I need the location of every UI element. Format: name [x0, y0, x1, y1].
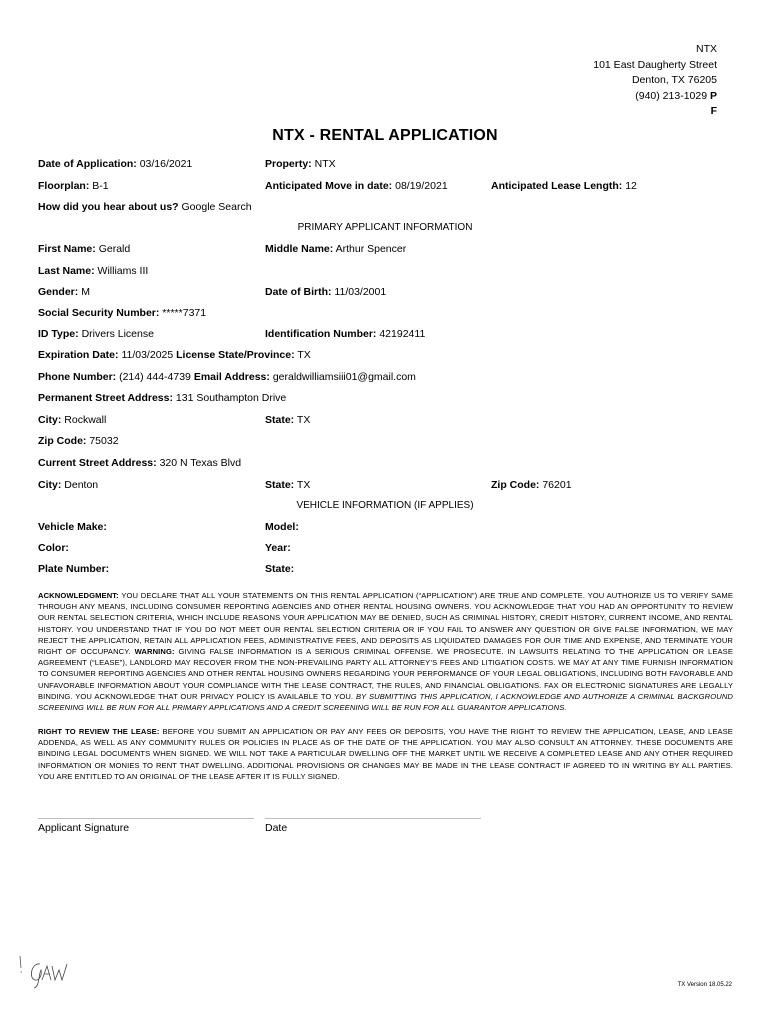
- current-city-label: City:: [38, 479, 62, 491]
- permanent-city-value: Rockwall: [64, 414, 107, 426]
- permanent-state: [265, 414, 310, 426]
- vehicle-plate: [38, 563, 109, 575]
- warning-heading: WARNING:: [134, 647, 175, 657]
- email-label: Email Address:: [193, 371, 270, 383]
- license-state-value: TX: [297, 349, 311, 361]
- date-of-birth: [265, 286, 386, 298]
- gender-label: Gender:: [38, 286, 79, 298]
- date-of-application-label: Date of Application:: [38, 158, 137, 170]
- date-of-birth-label: Date of Birth:: [265, 286, 332, 298]
- first-name: [38, 243, 130, 255]
- vehicle-state: [265, 563, 294, 575]
- page-title: NTX - RENTAL APPLICATION: [272, 127, 498, 144]
- floorplan-label: Floorplan:: [38, 180, 90, 192]
- company-phone: (940) 213-1029: [635, 89, 708, 102]
- floorplan-value: B-1: [92, 180, 109, 192]
- vehicle-model-label: Model:: [265, 521, 299, 533]
- phone-suffix: P: [709, 89, 717, 102]
- id-type-label: ID Type:: [38, 328, 79, 340]
- move-in-date: [265, 180, 448, 192]
- move-in-date-label: Anticipated Move in date:: [265, 180, 393, 192]
- lease-length: [491, 180, 637, 192]
- company-address-block: [593, 42, 717, 120]
- handwritten-initials: [18, 952, 78, 992]
- last-name: [38, 265, 148, 277]
- phone-and-email: [38, 371, 416, 383]
- warning-text: GIVING FALSE INFORMATION IS A SERIOUS CRIMINAL OFFENSE. WE PROSECUTE. IN LAWSUITS RELATING TO THE APPLICATION OR LEASE AGREEMENT (“LEASE”), LANDLORD MAY RECOVER FROM THE NON-PREVAILING PARTY ALL ATTORNEY’S FEES AND LITIGATION COSTS. WE MAY AT ANY TIME FURNISH INFORMATION TO CONSUMER REPORTING AGENCIES AND OTHER RENTAL HOUSING OWNERS REGARDING YOUR PERFORMANCE OF YOUR LEGAL OBLIGATIONS, INCLUDING BOTH FAVORABLE AND UNFAVORABLE INFORMATION ABOUT YOUR COMPLIANCE WITH THE LEASE CONTRACT, THE RULES, AND FINANCIAL OBLIGATIONS. FAX OR ELECTRONIC SIGNATURES ARE LEGALLY BINDING. YOU ACKNOWLEDGE THAT OUR PRIVACY POLICY IS AVAILABLE TO YOU.: [38, 647, 733, 701]
- right-to-review-text: BEFORE YOU SUBMIT AN APPLICATION OR PAY ANY FEES OR DEPOSITS, YOU HAVE THE RIGHT TO REVIEW THE APPLICATION, LEASE, AND LEASE ADDENDA, AS WELL AS ANY COMMUNITY RULES OR POLICIES IN PLACE AS OF THE DATE OF THE APPLICATION. YOU MAY ALSO CONSULT AN ATTORNEY. THESE DOCUMENTS ARE BINDING LEGAL DOCUMENTS WHEN SIGNED. WE WILL NOT TAKE A PARTICULAR DWELLING OFF THE MARKET UNTIL WE RECEIVE A COMPLETED LEASE AND ANY OTHER REQUIRED INFORMATION OR MONIES TO RENT THAT DWELLING. ADDITIONAL PROVISIONS OR CHANGES MAY BE MADE IN THE LEASE CONTRACT IF AGREED TO IN WRITING BY ALL PARTIES. YOU ARE ENTITLED TO AN ORIGINAL OF THE LEASE AFTER IT IS FULLY SIGNED.: [38, 727, 733, 781]
- date-of-application-value: 03/16/2021: [139, 158, 193, 170]
- permanent-state-label: State:: [265, 414, 295, 426]
- permanent-city: [38, 414, 106, 426]
- middle-name: [265, 243, 406, 255]
- right-to-review-paragraph: [38, 726, 733, 782]
- last-name-value: Williams III: [97, 265, 149, 277]
- vehicle-model: [265, 521, 299, 533]
- applicant-signature-line[interactable]: [38, 818, 254, 819]
- current-address: [38, 457, 241, 469]
- screening-authorization-text: BY SUBMITTING THIS APPLICATION, I ACKNOWLEDGE AND AUTHORIZE A CRIMINAL BACKGROUND SCREENING WILL BE RUN FOR ALL PRIMARY APPLICATIONS AND A CREDIT SCREENING WILL BE RUN FOR ALL GUARANTOR APPLICATIONS.: [38, 691, 733, 713]
- current-city-value: Denton: [64, 479, 99, 491]
- signature-date-label: Date: [265, 822, 288, 834]
- date-signature-line[interactable]: [265, 818, 481, 819]
- vehicle-state-label: State:: [265, 563, 295, 575]
- id-number: [265, 328, 425, 340]
- permanent-address-label: Permanent Street Address:: [38, 392, 173, 404]
- applicant-signature-label: Applicant Signature: [38, 822, 130, 834]
- referral-source: [38, 201, 252, 213]
- ssn-value: *****7371: [162, 307, 207, 319]
- move-in-date-value: 08/19/2021: [395, 180, 448, 192]
- property: [265, 158, 336, 170]
- acknowledgment-paragraph: [38, 590, 733, 713]
- permanent-state-value: TX: [296, 414, 311, 426]
- license-state-label: License State/Province:: [176, 349, 295, 361]
- id-number-value: 42192411: [379, 328, 426, 340]
- vehicle-color: [38, 542, 69, 554]
- gender: [38, 286, 90, 298]
- lease-length-value: 12: [625, 180, 637, 192]
- phone-label: Phone Number:: [38, 371, 117, 383]
- company-fax-line: [593, 104, 717, 120]
- ssn-label: Social Security Number:: [38, 307, 160, 319]
- fax-suffix: F: [710, 105, 717, 117]
- vehicle-make-label: Vehicle Make:: [38, 521, 107, 533]
- first-name-value: Gerald: [98, 243, 131, 255]
- date-of-application: [38, 158, 192, 170]
- current-zip-value: 76201: [542, 479, 572, 491]
- current-state: [265, 479, 310, 491]
- vehicle-plate-label: Plate Number:: [38, 563, 110, 575]
- property-value: NTX: [314, 158, 336, 170]
- company-phone-line: [593, 89, 717, 105]
- gender-value: M: [81, 286, 90, 298]
- expiration-value: 11/03/2025: [121, 349, 174, 361]
- right-to-review-heading: RIGHT TO REVIEW THE LEASE:: [38, 727, 160, 736]
- acknowledgment-text: YOU DECLARE THAT ALL YOUR STATEMENTS ON THIS RENTAL APPLICATION (“APPLICATION”) ARE TRUE AND COMPLETE. YOU AUTHORIZE US TO VERIFY SAME THROUGH ANY MEANS, INCLUDING CONSUMER REPORTING AGENCIES AND OTHER RENTAL HOUSING OWNERS. YOU ACKNOWLEDGE THAT YOU HAD AN OPPORTUNITY TO REVIEW OUR RENTAL SELECTION CRITERIA, WHICH INCLUDE REASONS YOUR APPLICATION MAY BE DENIED, SUCH AS CRIMINAL HISTORY, CREDIT HISTORY, CURRENT INCOME, AND RENTAL HISTORY. YOU UNDERSTAND THAT IF YOU DO NOT MEET OUR RENTAL SELECTION CRITERIA OR IF YOU FAIL TO ANSWER ANY QUESTION OR GIVE FALSE INFORMATION, WE MAY REJECT THE APPLICATION, RETAIN ALL APPLICATION FEES, ADMINISTRATIVE FEES, AND DEPOSITS AS LIQUIDATED DAMAGES FOR OUR TIME AND EXPENSE, AND TERMINATE YOUR RIGHT OF OCCUPANCY.: [38, 591, 733, 657]
- current-state-label: State:: [265, 479, 295, 491]
- email-value: geraldwilliamsiii01@gmail.com: [272, 371, 416, 383]
- current-address-value: 320 N Texas Blvd: [159, 457, 242, 469]
- permanent-city-label: City:: [38, 414, 62, 426]
- expiration-and-license-state: [38, 349, 311, 361]
- company-street: 101 East Daugherty Street: [593, 58, 717, 71]
- first-name-label: First Name:: [38, 243, 96, 255]
- permanent-address-value: 131 Southampton Drive: [175, 392, 287, 404]
- date-of-birth-value: 11/03/2001: [334, 286, 387, 298]
- vehicle-year-label: Year:: [265, 542, 291, 554]
- current-state-value: TX: [296, 479, 311, 491]
- referral-source-label: How did you hear about us?: [38, 201, 179, 213]
- vehicle-info-heading: VEHICLE INFORMATION (IF APPLIES): [296, 500, 474, 511]
- current-zip: [491, 479, 572, 491]
- vehicle-year: [265, 542, 291, 554]
- primary-applicant-heading: PRIMARY APPLICANT INFORMATION: [297, 222, 473, 233]
- id-type: [38, 328, 154, 340]
- form-version: TX Version 18.05.22: [677, 982, 732, 988]
- company-city: Denton, TX 76205: [631, 74, 717, 86]
- permanent-zip-value: 75032: [89, 435, 119, 447]
- id-type-value: Drivers License: [81, 328, 154, 340]
- lease-length-label: Anticipated Lease Length:: [491, 180, 623, 192]
- permanent-zip-label: Zip Code:: [38, 435, 87, 447]
- middle-name-label: Middle Name:: [265, 243, 334, 255]
- company-name: NTX: [696, 43, 717, 55]
- current-address-label: Current Street Address:: [38, 457, 157, 469]
- expiration-label: Expiration Date:: [38, 349, 119, 361]
- middle-name-value: Arthur Spencer: [335, 243, 407, 255]
- permanent-zip: [38, 435, 119, 447]
- current-city: [38, 479, 98, 491]
- vehicle-make: [38, 521, 107, 533]
- acknowledgment-heading: ACKNOWLEDGMENT:: [38, 591, 119, 600]
- floorplan: [38, 180, 109, 192]
- ssn: [38, 307, 206, 319]
- permanent-address: [38, 392, 286, 404]
- phone-value: (214) 444-4739: [119, 371, 191, 383]
- property-label: Property:: [265, 158, 312, 170]
- vehicle-color-label: Color:: [38, 542, 69, 554]
- last-name-label: Last Name:: [38, 265, 95, 277]
- id-number-label: Identification Number:: [265, 328, 377, 340]
- current-zip-label: Zip Code:: [491, 479, 540, 491]
- referral-source-value: Google Search: [181, 201, 252, 213]
